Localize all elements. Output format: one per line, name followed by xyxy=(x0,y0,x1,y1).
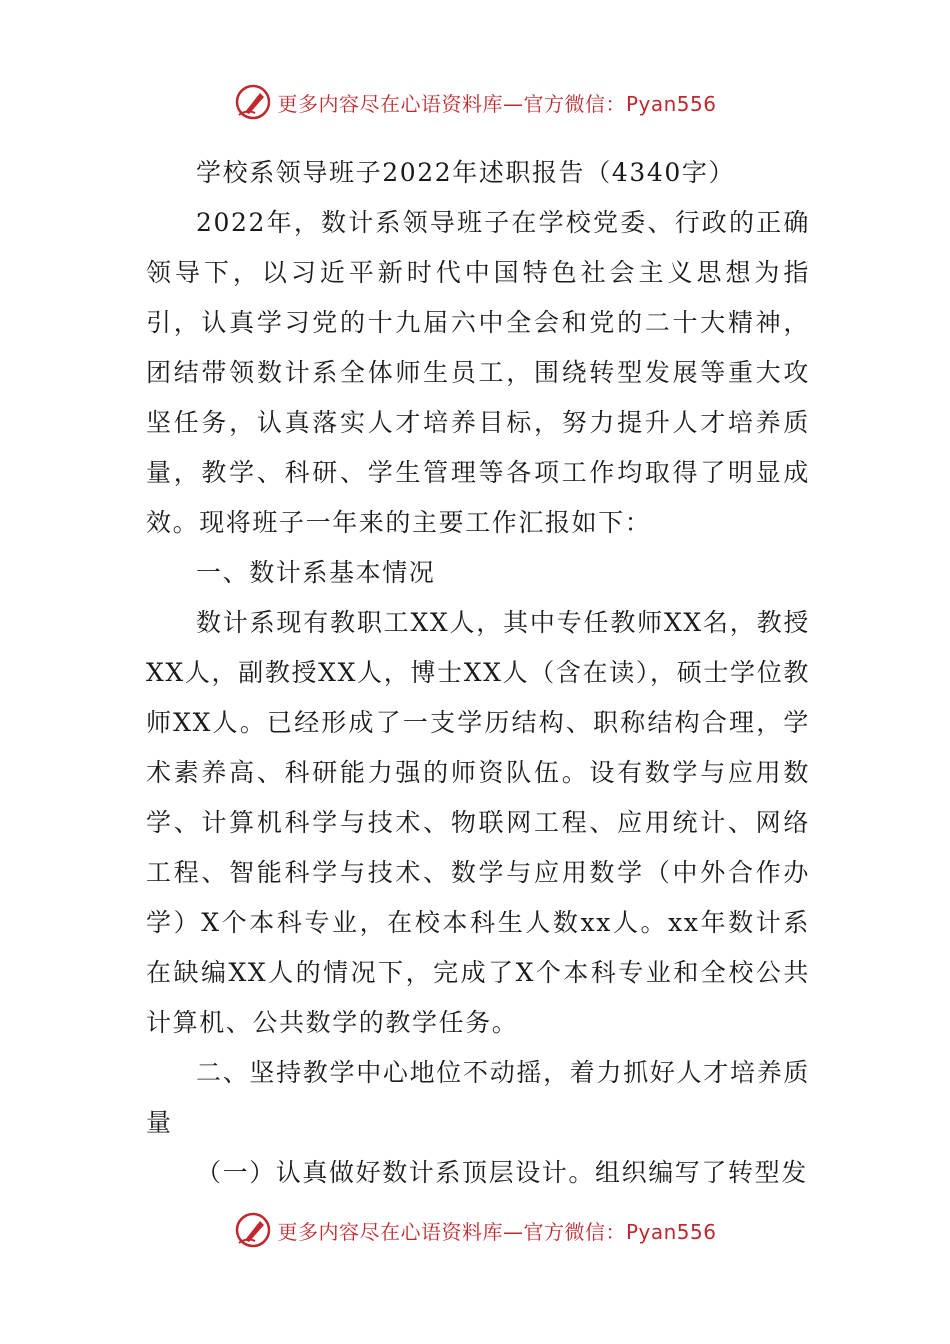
paragraph: 2022年，数计系领导班子在学校党委、行政的正确领导下，以习近平新时代中国特色社会主义思想为指引，认真学习党的十九届六中全会和党的二十大精神，团结带领数计系全体师生员工，围绕转型发展等重大攻坚任务，认真落实人才培养目标，努力提升人才培养质量，教学、科研、学生管理等各项工作均取得了明显成效。现将班子一年来的主要工作汇报如下： xyxy=(146,208,810,537)
banner-text: 更多内容尽在心语资料库—官方微信：Pyan556 xyxy=(277,91,717,116)
document-body xyxy=(146,148,810,1198)
section-heading: 二、坚持教学中心地位不动摇，着力抓好人才培养质量 xyxy=(146,1058,810,1137)
banner-text: 更多内容尽在心语资料库—官方微信：Pyan556 xyxy=(277,1219,717,1244)
pen-nib-logo-icon xyxy=(233,82,273,122)
paragraph: 数计系现有教职工XX人，其中专任教师XX名，教授XX人，副教授XX人，博士XX人（含在读），硕士学位教师XX人。已经形成了一支学历结构、职称结构合理，学术素养高、科研能力强的师资队伍。设有数学与应用数学、计算机科学与技术、物联网工程、应用统计、网络工程、智能科学与技术、数学与应用数学（中外合作办学）X个本科专业，在校本科生人数xx人。xx年数计系在缺编XX人的情况下，完成了X个本科专业和全校公共计算机、公共数学的教学任务。 xyxy=(146,608,810,1037)
paragraph: （一）认真做好数计系顶层设计。组织编写了转型发 xyxy=(196,1158,808,1187)
header-banner xyxy=(0,80,950,124)
section-heading: 一、数计系基本情况 xyxy=(196,558,436,587)
document-title: 学校系领导班子2022年述职报告（4340字） xyxy=(196,158,736,187)
footer-banner xyxy=(0,1208,950,1252)
pen-nib-logo-icon xyxy=(233,1210,273,1250)
